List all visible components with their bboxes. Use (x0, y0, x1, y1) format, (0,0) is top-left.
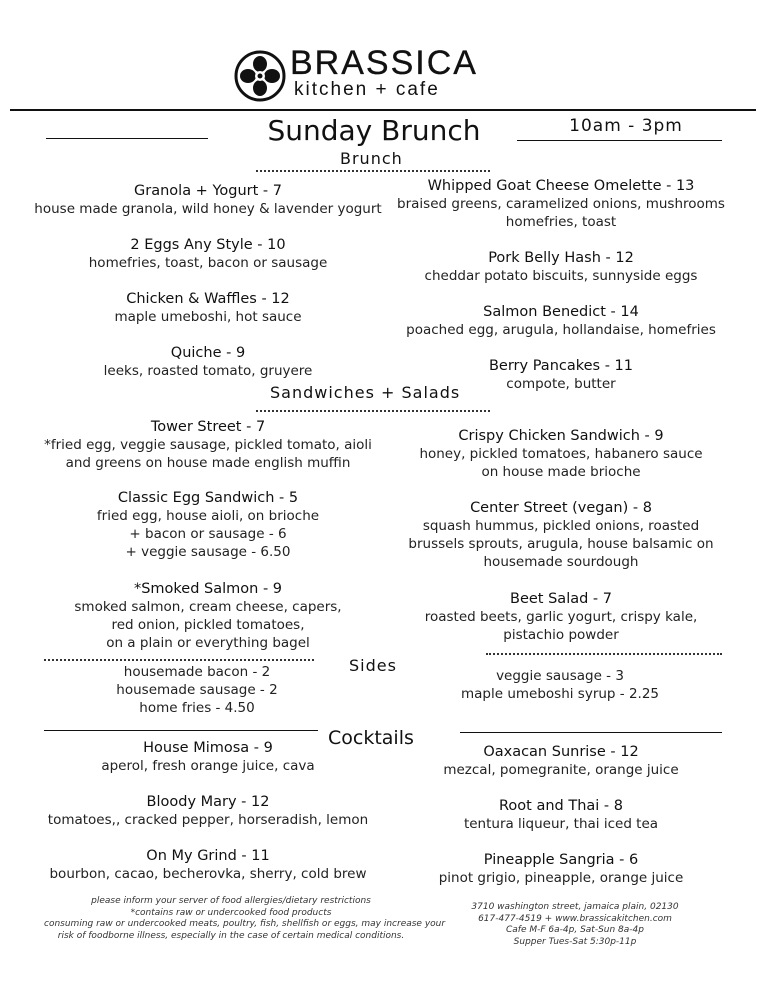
menu-item: On My Grind - 11 bourbon, cacao, becherovka, sherry, cold brew (49, 848, 367, 882)
menu-item: *Smoked Salmon - 9 smoked salmon, cream cheese, capers, red onion, pickled tomatoes, on a plain or everything bagel (74, 581, 342, 651)
brand-name: BRASSICA (290, 44, 478, 82)
menu-item: House Mimosa - 9 aperol, fresh orange juice, cava (101, 740, 315, 774)
sides-list-left (92, 663, 302, 717)
menu-item: Salmon Benedict - 14 poached egg, arugula, hollandaise, homefries (406, 304, 716, 338)
menu-item: Crispy Chicken Sandwich - 9 honey, pickled tomatoes, habanero sauce on house made brioche (419, 428, 703, 480)
cocktails-rule-left (44, 730, 318, 731)
cocktails-section-title: Cocktails (328, 727, 414, 749)
sides-section-title: Sides (349, 656, 397, 675)
menu-item: 2 Eggs Any Style - 10 homefries, toast, bacon or sausage (88, 237, 328, 271)
sandwiches-divider (256, 410, 490, 412)
menu-item: Tower Street - 7 *fried egg, veggie sausage, pickled tomato, aioli and greens on house made english muffin (44, 419, 372, 471)
menu-item: Pineapple Sangria - 6 pinot grigio, pineapple, orange juice (438, 852, 684, 886)
allergy-disclaimer: please inform your server of food allergies/dietary restrictions *contains raw or undercooked food products consuming raw or undercooked meats, poultry, fish, shellfish or eggs, may increase your risk of foodborne illness, especially in the case of certain medical conditions. (44, 896, 446, 941)
brunch-section-title: Brunch (340, 149, 403, 168)
brunch-divider (256, 170, 490, 172)
brand-logo (234, 50, 286, 102)
list-item: veggie sausage - 3 (496, 668, 624, 684)
list-item: home fries - 4.50 (139, 700, 255, 716)
menu-item: Berry Pancakes - 11 compote, butter (488, 358, 633, 392)
list-item: housemade bacon - 2 (123, 664, 271, 680)
menu-item: Oaxacan Sunrise - 12 mezcal, pomegranite, orange juice (443, 744, 679, 778)
brand-subtitle: kitchen + cafe (294, 79, 440, 100)
menu-item: Root and Thai - 8 tentura liqueur, thai iced tea (463, 798, 659, 832)
header-rule (10, 109, 756, 111)
menu-item: Granola + Yogurt - 7 house made granola, wild honey & lavender yogurt (34, 183, 382, 217)
menu-item: Center Street (vegan) - 8 squash hummus, pickled onions, roasted brussels sprouts, arugula, house balsamic on housemade sourdough (408, 500, 714, 570)
menu-item: Chicken & Waffles - 12 maple umeboshi, hot sauce (114, 291, 302, 325)
brassica-flower-icon (234, 50, 286, 102)
sides-divider-right (486, 653, 722, 655)
list-item: maple umeboshi syrup - 2.25 (460, 686, 660, 702)
menu-item: Pork Belly Hash - 12 cheddar potato biscuits, sunnyside eggs (424, 250, 698, 284)
list-item: housemade sausage - 2 (116, 682, 278, 698)
sandwiches-section-title: Sandwiches + Salads (270, 383, 461, 402)
cocktails-rule-right (460, 732, 722, 733)
hours: 10am - 3pm (569, 116, 683, 136)
title-rule-left (46, 138, 208, 139)
menu-title: Sunday Brunch (267, 114, 481, 147)
menu-item: Whipped Goat Cheese Omelette - 13 braised greens, caramelized onions, mushrooms homefries, toast (397, 178, 725, 230)
sides-divider-left (44, 659, 314, 661)
address-block: 3710 washington street, jamaica plain, 02130 617-477-4519 + www.brassicakitchen.com Cafe M-F 6a-4p, Sat-Sun 8a-4p Supper Tues-Sat 5:30p-11p (471, 902, 679, 947)
menu-item: Bloody Mary - 12 tomatoes,, cracked pepper, horseradish, lemon (47, 794, 369, 828)
menu-item: Beet Salad - 7 roasted beets, garlic yogurt, crispy kale, pistachio powder (424, 591, 698, 643)
menu-item: Classic Egg Sandwich - 5 fried egg, house aioli, on brioche + bacon or sausage - 6 + veggie sausage - 6.50 (96, 490, 320, 560)
title-rule-right (517, 140, 722, 141)
menu-item: Quiche - 9 leeks, roasted tomato, gruyere (103, 345, 313, 379)
sides-list-right (440, 667, 680, 703)
